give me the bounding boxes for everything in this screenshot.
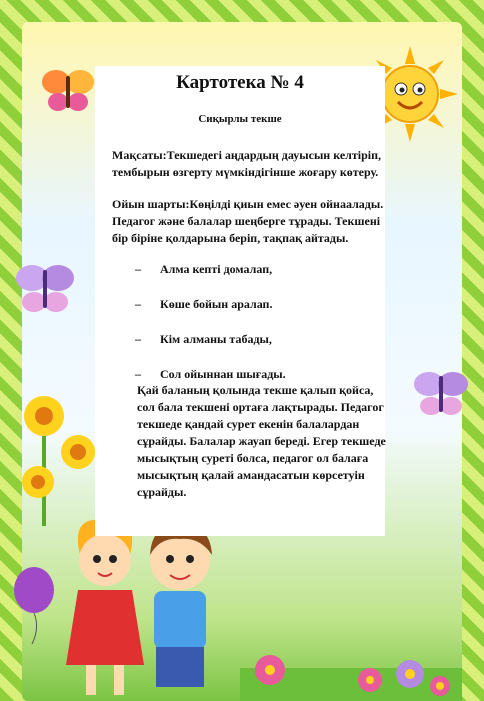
rhyme-line	[135, 262, 385, 279]
game-name: Сиқырлы текше	[198, 113, 282, 125]
butterfly-icon	[40, 66, 96, 116]
dash-marker: –	[135, 262, 141, 276]
rules-paragraph: Ойын шарты:Көңілді қиын емес әуен ойнаалады. Педагог және балалар шеңберге тұрады. Текшені бір біріне қолдарына беріп, тақпақ айтады.	[112, 197, 384, 245]
rhyme-line	[135, 297, 385, 314]
rhyme-line-text: Алма кепті домалап,	[160, 262, 273, 276]
flowers-icon	[240, 628, 462, 701]
dash-marker: –	[135, 332, 141, 346]
rhyme-line	[135, 332, 385, 349]
balloon-icon	[10, 566, 60, 646]
card-title: Картотека № 4	[176, 72, 304, 93]
rhyme-line-text: Кім алманы табады,	[160, 332, 272, 346]
sunflower-icon	[8, 396, 104, 526]
rhyme-line-text: Көше бойын аралап.	[160, 297, 273, 311]
dash-marker: –	[135, 297, 141, 311]
description-paragraph: Қай баланың қолында текше қалып қойса, сол бала текшені ортаға лақтырады. Педагог текшеде қандай сурет екенін балалардан сұрайды. Балалар жауап береді. Егер текшеде мысықтың суреті болса, педагог ол балаға мысықтың қалай амандасатын көрсетуін сұрайды.	[137, 383, 386, 499]
rhyme-line-text: Сол ойыннан шығады.	[160, 367, 286, 381]
butterfly-icon	[14, 260, 76, 318]
butterfly-icon	[412, 366, 470, 422]
purpose-paragraph: Мақсаты:Текшедегі аңдардың дауысын келтіріп, тембырын өзгерту мүмкіндігінше жоғару көтеру.	[112, 148, 382, 179]
children-illustration	[60, 515, 240, 701]
rhyme-list	[135, 262, 385, 402]
dash-marker: –	[135, 367, 141, 381]
